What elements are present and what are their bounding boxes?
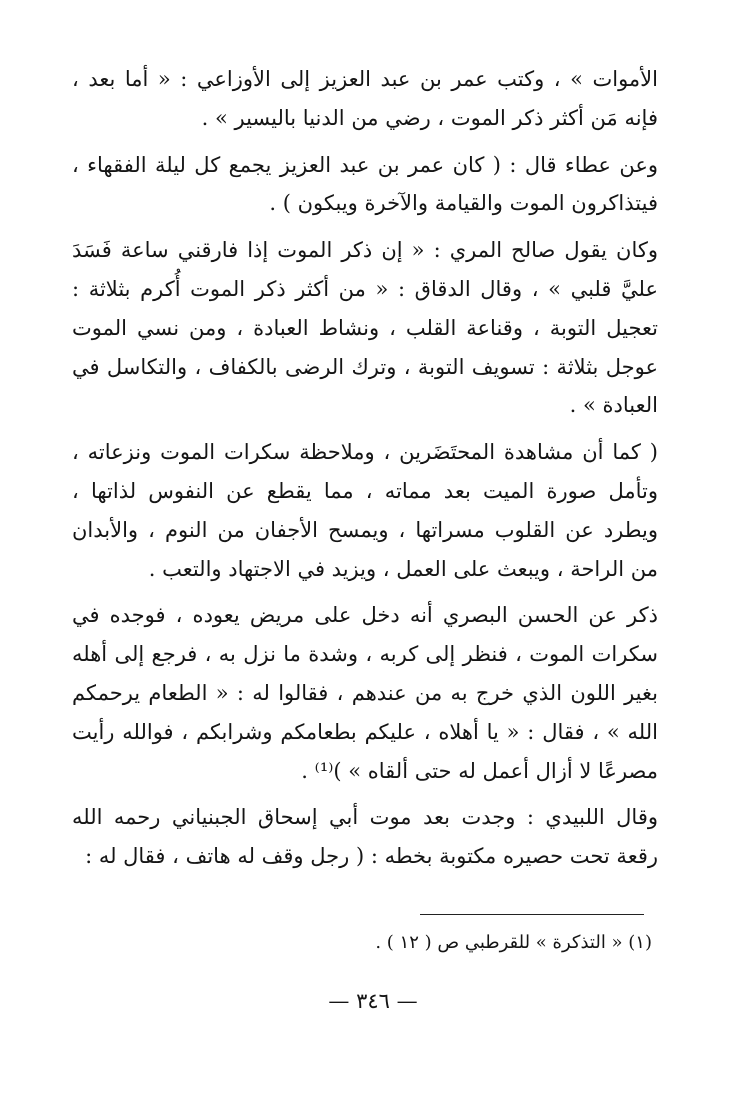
paragraph: الأموات » ، وكتب عمر بن عبد العزيز إلى الأوزاعي : « أما بعد ، فإنه مَن أكثر ذكر الموت ، رضي من الدنيا باليسير » . [72, 67, 658, 130]
paragraph: وكان يقول صالح المري : « إن ذكر الموت إذا فارقني ساعة فَسَدَ عليَّ قلبي » ، وقال الدقاق : « من أكثر ذكر الموت أُكرم بثلاثة : تعجيل التوبة ، وقناعة القلب ، ونشاط العبادة ، ومن نسي الموت عوجل بثلاثة : تسويف التوبة ، وترك الرضى بالكفاف ، والتكاسل في العبادة » . [72, 238, 658, 418]
body-text [72, 60, 658, 876]
footnote-divider [420, 914, 644, 915]
paragraph: ذكر عن الحسن البصري أنه دخل على مريض يعوده ، فوجده في سكرات الموت ، فنظر إلى كربه ، وشدة ما نزل به ، فرجع إلى أهله بغير اللون الذي خرج به من عندهم ، فقالوا له : « الطعام يرحمكم الله » ، فقال : « يا أهلاه ، عليكم بطعامكم وشرابكم ، فوالله رأيت مصرعًا لا أزال أعمل له حتى ألقاه » )⁽¹⁾ . [72, 603, 658, 783]
footnote: (١) « التذكرة » للقرطبي ص ( ١٢ ) . [375, 932, 652, 953]
paragraph: ( كما أن مشاهدة المحتَضَرين ، وملاحظة سكرات الموت ونزعاته ، وتأمل صورة الميت بعد مماته ، مما يقطع عن النفوس لذاتها ، ويطرد عن القلوب مسراتها ، ويمسح الأجفان من النوم ، والأبدان من الراحة ، ويبعث على العمل ، ويزيد في الاجتهاد والتعب . [72, 440, 658, 581]
page-number: — ٣٤٦ — [328, 989, 418, 1013]
paragraph: وقال اللبيدي : وجدت بعد موت أبي إسحاق الجبنياني رحمه الله رقعة تحت حصيره مكتوبة بخطه : ( رجل وقف له هاتف ، فقال له : [72, 805, 658, 869]
paragraph: وعن عطاء قال : ( كان عمر بن عبد العزيز يجمع كل ليلة الفقهاء ، فيتذاكرون الموت والقيامة والآخرة ويبكون ) . [72, 152, 658, 216]
